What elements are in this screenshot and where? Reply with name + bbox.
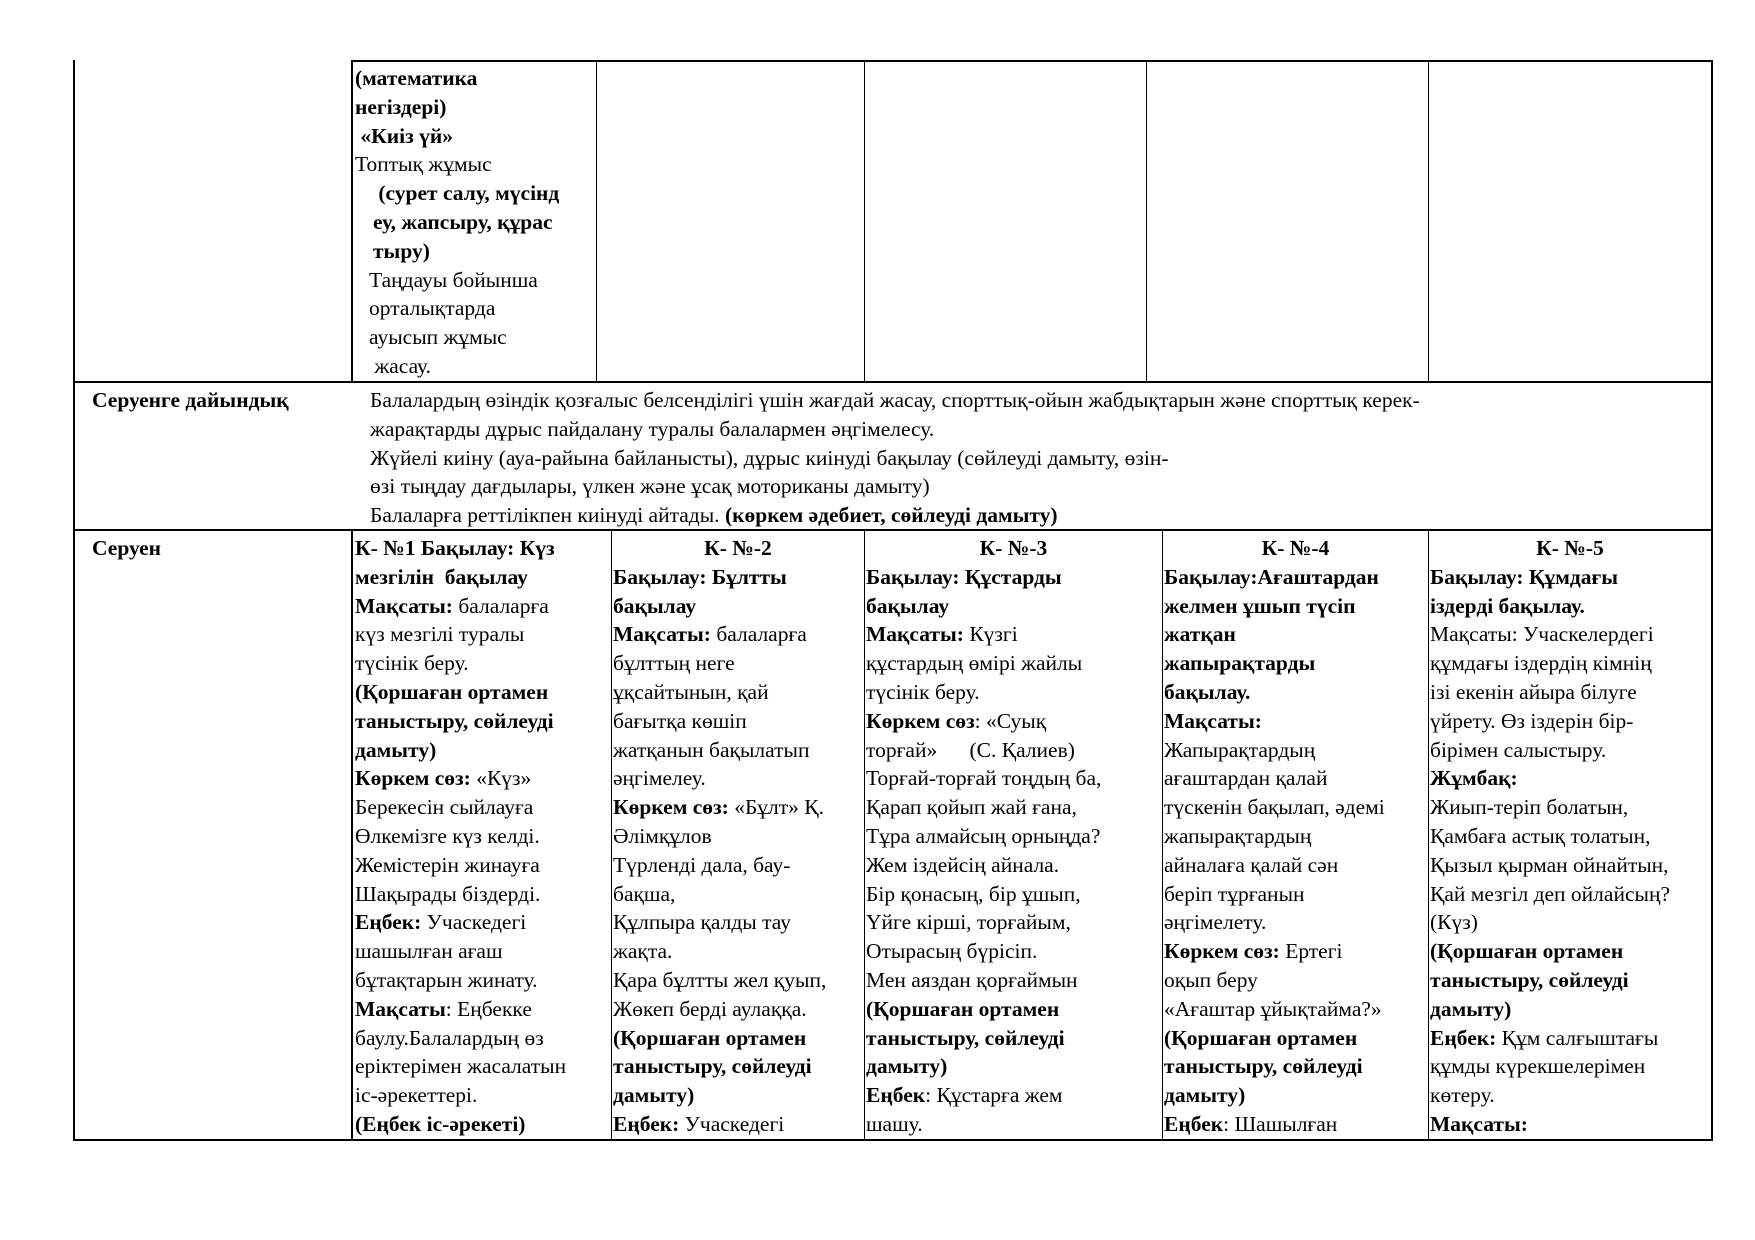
walk-line <box>355 1052 566 1081</box>
walk-line <box>866 592 1161 621</box>
walk-line <box>1430 707 1710 736</box>
walk-text-run: Мақсаты: <box>1164 708 1262 733</box>
walk-text-run: бақылау. <box>1164 679 1251 704</box>
walk-line <box>355 764 566 793</box>
walk-line <box>866 563 1161 592</box>
activity-line: орталықтарда <box>369 296 496 321</box>
walk-prep-line: жарақтарды дұрыс пайдалану туралы балалармен әңгімелесу. <box>370 416 935 441</box>
walk-line <box>613 678 863 707</box>
walk-line <box>1164 1024 1427 1053</box>
walk-line <box>866 620 1161 649</box>
walk-text-run: Бір қонасың, бір ұшып, <box>866 881 1081 906</box>
walk-line <box>355 937 566 966</box>
walk-col-divider-4 <box>1428 530 1429 1140</box>
walk-line <box>613 707 863 736</box>
walk-text-run: Еңбек <box>1164 1111 1224 1136</box>
walk-day3-title: К- №-3 <box>979 536 1048 560</box>
walk-line <box>1164 592 1427 621</box>
walk-line <box>613 764 863 793</box>
walk-line <box>613 793 863 822</box>
walk-line <box>355 822 566 851</box>
walk-text-run: «Бұлт» Қ. <box>734 795 824 820</box>
walk-line <box>355 1081 566 1110</box>
walk-line <box>1430 995 1710 1024</box>
walk-line <box>355 678 566 707</box>
activity-line: тыру) <box>373 238 430 263</box>
walk-line <box>355 880 566 909</box>
walk-line <box>1430 592 1710 621</box>
walk-day2-title: К- №-2 <box>704 536 772 560</box>
walk-text-run: Қамбаға астық толатын, <box>1430 823 1651 848</box>
walk-text-run: Түрленді дала, бау- <box>613 852 791 877</box>
walk-text-run: айналаға қалай сән <box>1164 852 1339 877</box>
label-col-divider-top <box>351 60 353 383</box>
walk-text-run: құмдағы іздердің кімнің <box>1430 651 1652 676</box>
walk-text-run: Бақылау: Құмдағы <box>1430 564 1619 589</box>
walk-text-run: Құлпыра қалды тау <box>613 910 791 935</box>
walk-text-run: дамыту) <box>355 737 437 762</box>
walk-text-run: Күзгі <box>969 622 1018 647</box>
walk-text-run: әңгімелеу. <box>613 766 706 791</box>
walk-line <box>866 937 1161 966</box>
walk-text-run: жатқанын бақылатып <box>613 737 810 762</box>
walk-text-run: Көркем сөз: <box>355 766 477 791</box>
walk-line <box>1164 736 1427 765</box>
walk-text-run: : Еңбекке <box>445 996 532 1021</box>
walk-line <box>355 851 566 880</box>
walk-text-run: (Қоршаған ортамен <box>613 1025 807 1050</box>
walk-text-run: (Қоршаған ортамен <box>1430 939 1624 964</box>
walk-prep-line: Балалардың өзіндік қозғалыс белсенділігі үшін жағдай жасау, спорттық-ойын жабдықтарын және спорттық керек- <box>370 388 1420 412</box>
walk-text-run: (Қоршаған ортамен <box>866 996 1060 1021</box>
walk-line <box>1430 908 1710 937</box>
walk-line <box>866 1024 1161 1053</box>
walk-text-run: Құм салғыштағы <box>1501 1025 1659 1050</box>
walk-text-run: дамыту) <box>613 1083 695 1108</box>
walk-text-run: Үйге кірші, торғайым, <box>866 910 1071 935</box>
walk-text-run: бақылау <box>613 593 697 618</box>
walk-text-run: үйрету. Өз іздерін бір- <box>1430 708 1634 733</box>
walk-text-run: (Күз) <box>1430 910 1478 935</box>
walk-text-run: түсінік беру. <box>355 651 469 676</box>
walk-line <box>613 937 863 966</box>
walk-text-run: таныстыру, сөйлеуді <box>1164 1054 1363 1079</box>
walk-text-run: Еңбек: <box>1430 1025 1502 1050</box>
walk-text-run: Көркем сөз <box>866 708 975 733</box>
walk-text-run: Еңбек: <box>613 1111 685 1136</box>
top-col-divider-4 <box>1428 60 1429 382</box>
walk-text-run: таныстыру, сөйлеуді <box>1430 967 1629 992</box>
walk-line <box>866 851 1161 880</box>
walk-text-run: жапырақтардың <box>1164 823 1312 848</box>
top-col-divider-3 <box>1146 60 1147 382</box>
walk-line <box>1430 851 1710 880</box>
walk-text-run: Қызыл қырман ойнайтын, <box>1430 852 1669 877</box>
walk-text-run: оқып беру <box>1164 967 1258 992</box>
activity-cell-text <box>355 64 559 381</box>
walk-text-run: бұлттың неге <box>613 651 735 676</box>
walk-text-run: Жемістерін жинауға <box>355 852 540 877</box>
walk-line <box>1164 563 1427 592</box>
walk-line <box>866 1110 1161 1139</box>
walk-text-run: балаларға <box>458 593 549 618</box>
activity-line: (математика <box>355 66 478 90</box>
row-label-walk-prep: Серуенге дайындық <box>92 388 289 412</box>
walk-text-run: құстардың өмірі жайлы <box>866 651 1083 676</box>
walk-line <box>613 649 863 678</box>
walk-text-run: ізі екенін айыра білуге <box>1430 679 1637 704</box>
walk-text-run: әңгімелету. <box>1164 910 1267 935</box>
walk-text-run: Көркем сөз: <box>1164 939 1286 964</box>
walk-line <box>613 880 863 909</box>
walk-line <box>1430 1110 1710 1139</box>
walk-text-run: Қара бұлтты жел қуып, <box>613 967 827 992</box>
walk-line <box>1164 995 1427 1024</box>
walk-line <box>613 1110 863 1139</box>
walk-line <box>1430 1081 1710 1110</box>
walk-line <box>866 1052 1161 1081</box>
walk-text-run: Шақырады біздерді. <box>355 881 541 906</box>
walk-col-divider-2 <box>864 530 865 1140</box>
walk-text-run: : «Суық <box>974 708 1047 733</box>
walk-text-run: Жиып-теріп болатын, <box>1430 795 1629 820</box>
walk-line <box>1164 678 1427 707</box>
top-col-divider-1 <box>596 60 597 382</box>
walk-day3-cell <box>866 534 1161 1136</box>
walk-line <box>355 707 566 736</box>
walk-day5-title: К- №-5 <box>1536 536 1604 560</box>
walk-line <box>613 966 863 995</box>
walk-text-run: Учаскедегі <box>684 1111 785 1136</box>
walk-line <box>1430 1052 1710 1081</box>
walk-line <box>613 995 863 1024</box>
walk-text-run: Учаскедегі <box>426 910 527 935</box>
walk-line <box>1164 908 1427 937</box>
walk-line <box>866 793 1161 822</box>
walk-text-run: Әлімқұлов <box>613 823 712 848</box>
activity-line: Таңдауы бойынша <box>369 267 538 292</box>
top-col-divider-2 <box>864 60 865 382</box>
walk-line <box>1164 707 1427 736</box>
walk-line <box>866 736 1161 765</box>
walk-text-run: Жем іздейсің айнала. <box>866 852 1060 877</box>
walk-text-run: Жапырақтардың <box>1164 737 1316 762</box>
walk-line <box>1430 563 1710 592</box>
walk-text-run: іздерді бақылау. <box>1430 593 1585 618</box>
walk-text-run: Қарап қойып жай ғана, <box>866 795 1077 820</box>
walk-text-run: желмен ұшып түсіп <box>1164 593 1356 618</box>
walk-line <box>613 620 863 649</box>
walk-line <box>1430 937 1710 966</box>
activity-line: (сурет салу, мүсінд <box>373 181 560 206</box>
walk-line <box>1164 966 1427 995</box>
walk-text-run: Жөкеп берді аулаққа. <box>613 996 807 1021</box>
walk-text-run: Еңбек: <box>355 910 427 935</box>
walk-prep-line: Жүйелі киіну (ауа-райына байланысты), дұрыс киінуді бақылау (сөйлеуді дамыту, өзін- <box>370 445 1169 470</box>
walk-line <box>866 707 1161 736</box>
walk-line <box>355 736 566 765</box>
walk-text-run: Бақылау: Бұлтты <box>613 564 787 589</box>
row-label-walk: Серуен <box>92 536 162 560</box>
walk-line <box>613 851 863 880</box>
table-border-left <box>73 60 75 1141</box>
walk-text-run: Мақсаты: <box>1430 1111 1528 1136</box>
walk-line <box>866 908 1161 937</box>
walk-line <box>355 1110 566 1139</box>
walk-line <box>355 966 566 995</box>
walk-text-run: «Ағаштар ұйықтайма?» <box>1164 996 1382 1021</box>
walk-text-run: Көркем сөз: <box>613 795 735 820</box>
walk-line <box>1430 880 1710 909</box>
walk-line <box>1430 966 1710 995</box>
walk-text-run: Мақсаты: Учаскелердегі <box>1430 622 1654 647</box>
walk-line <box>355 1024 566 1053</box>
walk-text-run: Мақсаты: <box>866 622 970 647</box>
walk-text-run: Ертегі <box>1285 939 1343 964</box>
walk-text-run: торғай» (С. Қалиев) <box>866 737 1075 762</box>
walk-line <box>355 908 566 937</box>
walk-line <box>1430 736 1710 765</box>
walk-line <box>613 736 863 765</box>
walk-text-run: еріктерімен жасалатын <box>355 1054 567 1079</box>
walk-text-run: бұтақтарын жинату. <box>355 967 538 992</box>
walk-text-run: Берекесін сыйлауға <box>355 795 534 820</box>
walk-text-run: К- №1 Бақылау: Күз <box>355 536 555 560</box>
walk-line <box>613 1081 863 1110</box>
walk-day4-cell <box>1164 534 1427 1136</box>
walk-text-run: (Еңбек іс-әрекеті) <box>355 1111 526 1136</box>
walk-line <box>866 1081 1161 1110</box>
walk-line <box>613 908 863 937</box>
row-divider-1 <box>73 381 1713 383</box>
walk-text-run: күз мезгілі туралы <box>355 622 525 647</box>
walk-text-run: жапырақтарды <box>1164 651 1316 676</box>
activity-line: Топтық жұмыс <box>355 152 492 177</box>
walk-text-run: бақылау <box>866 593 950 618</box>
walk-line <box>1430 649 1710 678</box>
walk-text-run: Тұра алмайсың орныңда? <box>866 823 1101 848</box>
walk-text-run: беріп тұрғанын <box>1164 881 1305 906</box>
walk-text-run: ұқсайтынын, қай <box>613 679 769 704</box>
walk-line <box>355 592 566 621</box>
walk-text-run: дамыту) <box>866 1054 948 1079</box>
walk-text-run: Еңбек <box>866 1083 926 1108</box>
walk-text-run: жақта. <box>613 939 673 964</box>
walk-text-run: таныстыру, сөйлеуді <box>355 708 554 733</box>
activity-line: «Киіз үй» <box>355 123 453 148</box>
walk-text-run: дамыту) <box>1430 996 1512 1021</box>
walk-line <box>1164 793 1427 822</box>
walk-line <box>1164 764 1427 793</box>
walk-day4-title: К- №-4 <box>1261 536 1330 560</box>
walk-text-run: жатқан <box>1164 622 1236 647</box>
walk-line <box>1164 649 1427 678</box>
walk-line <box>866 764 1161 793</box>
walk-line <box>355 793 566 822</box>
walk-text-run: (Қоршаған ортамен <box>355 679 549 704</box>
walk-text-run: Мақсаты: <box>613 622 717 647</box>
walk-text-run: ағаштардан қалай <box>1164 766 1328 791</box>
walk-line <box>613 592 863 621</box>
walk-line <box>613 822 863 851</box>
walk-text-run: құмды күрекшелерімен <box>1430 1054 1646 1079</box>
walk-line <box>866 822 1161 851</box>
walk-text-run: Бақылау: Құстарды <box>866 564 1062 589</box>
walk-text-run: Отырасың бүрісіп. <box>866 939 1038 964</box>
walk-text-run: бағытқа көшіп <box>613 708 747 733</box>
walk-text-run: Мақсаты <box>355 996 446 1021</box>
walk-line <box>1164 1081 1427 1110</box>
walk-line <box>1164 937 1427 966</box>
table-border-bottom <box>73 1139 1713 1141</box>
walk-line <box>355 649 566 678</box>
walk-day5-cell <box>1430 534 1710 1136</box>
walk-text-run: түсінік беру. <box>866 679 980 704</box>
walk-text-run: іс-әрекеттері. <box>355 1083 478 1108</box>
walk-day1-cell <box>355 534 566 1139</box>
walk-text-run: мезгілін бақылау <box>355 564 528 589</box>
walk-prep-line: Балаларға реттілікпен киінуді айтады. (көркем әдебиет, сөйлеуді дамыту) <box>370 503 1058 528</box>
walk-text-run: бірімен салыстыру. <box>1430 737 1607 762</box>
walk-prep-text <box>370 386 1420 530</box>
activity-line: ауысып жұмыс <box>369 325 507 350</box>
walk-line <box>355 620 566 649</box>
walk-line <box>355 563 566 592</box>
walk-text-run: шашылған ағаш <box>355 939 503 964</box>
walk-text-run: балаларға <box>716 622 807 647</box>
walk-line <box>866 966 1161 995</box>
walk-text-run: таныстыру, сөйлеуді <box>866 1025 1065 1050</box>
walk-text-run: бақша, <box>613 881 676 906</box>
walk-line <box>1164 1110 1427 1139</box>
walk-text-run: көтеру. <box>1430 1083 1495 1108</box>
activity-line: негіздері) <box>355 94 447 119</box>
walk-text-run: Бақылау:Ағаштардан <box>1164 564 1379 589</box>
walk-line <box>866 995 1161 1024</box>
walk-line <box>1164 851 1427 880</box>
walk-line <box>1430 678 1710 707</box>
walk-line <box>866 649 1161 678</box>
walk-text-run: Жұмбақ: <box>1430 766 1518 791</box>
walk-text-run: Мен аяздан қорғаймын <box>866 967 1078 992</box>
walk-text-run: Қай мезгіл деп ойлайсың? <box>1430 881 1670 906</box>
walk-line <box>1430 1024 1710 1053</box>
walk-line <box>1164 880 1427 909</box>
activity-line: еу, жапсыру, құрас <box>373 209 553 234</box>
walk-line <box>355 534 566 563</box>
walk-text-run: : Құстарға жем <box>925 1083 1063 1108</box>
walk-line <box>613 1052 863 1081</box>
walk-line <box>866 678 1161 707</box>
table-border-right <box>1711 60 1713 1141</box>
walk-text-run: түскенін бақылап, әдемі <box>1164 795 1385 820</box>
walk-text-run: Өлкемізге күз келді. <box>355 823 540 848</box>
walk-line <box>1430 620 1710 649</box>
walk-text-run: «Күз» <box>476 766 532 791</box>
walk-line <box>613 1024 863 1053</box>
walk-line <box>1430 793 1710 822</box>
walk-prep-line: өзі тыңдау дағдылары, үлкен және ұсақ моториканы дамыту) <box>370 474 930 499</box>
walk-line <box>1164 620 1427 649</box>
walk-line <box>866 880 1161 909</box>
walk-text-run: баулу.Балалардың өз <box>355 1025 544 1050</box>
walk-line <box>613 563 863 592</box>
walk-col-divider-1 <box>611 530 612 1140</box>
walk-col-divider-3 <box>1162 530 1163 1140</box>
activity-line: жасау. <box>369 353 432 378</box>
walk-text-run: дамыту) <box>1164 1083 1246 1108</box>
walk-text-run: шашу. <box>866 1111 923 1136</box>
label-col-divider-walk <box>351 530 353 1140</box>
walk-text-run: Торғай-торғай тоңдың ба, <box>866 766 1102 791</box>
walk-line <box>355 995 566 1024</box>
table-border-top <box>351 60 1713 62</box>
walk-text-run: (Қоршаған ортамен <box>1164 1025 1358 1050</box>
walk-line <box>1430 764 1710 793</box>
walk-day2-cell <box>613 534 863 1136</box>
walk-line <box>1164 1052 1427 1081</box>
walk-line <box>1164 822 1427 851</box>
walk-text-run: таныстыру, сөйлеуді <box>613 1054 812 1079</box>
walk-text-run: : Шашылған <box>1223 1111 1338 1136</box>
walk-text-run: Мақсаты: <box>355 593 459 618</box>
walk-line <box>1430 822 1710 851</box>
